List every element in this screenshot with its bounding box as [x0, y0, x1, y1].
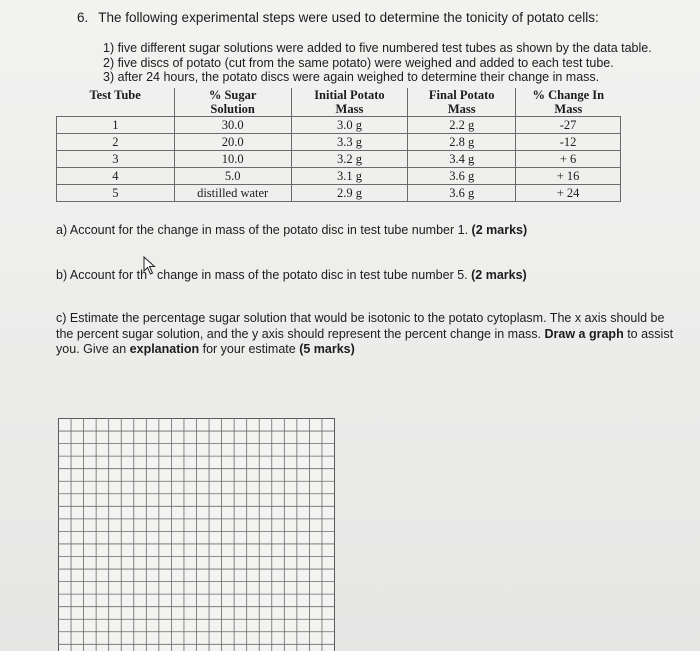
cell-test-tube: 4: [57, 168, 175, 185]
table-row: [57, 151, 621, 168]
part-c-text: c) Estimate the percentage sugar solution that would be isotonic to the potato cytoplasm. The x axis should be the percent sugar solution, and the y axis should represent the percent change in mass.: [56, 311, 665, 341]
cell-final-mass: 3.4 g: [408, 151, 516, 168]
part-b-marks: (2 marks): [471, 268, 527, 282]
cell-sugar: distilled water: [174, 185, 291, 202]
part-a-text: a) Account for the change in mass of the potato disc in test tube number 1.: [56, 223, 469, 237]
table-header-row: [57, 88, 621, 117]
part-c-explanation: explanation: [129, 342, 200, 356]
question-intro: The following experimental steps were used to determine the tonicity of potato cells:: [98, 10, 599, 25]
cell-change: -27: [516, 117, 621, 134]
question-heading: [77, 10, 599, 25]
part-b-text-end: change in mass of the potato disc in test tube number 5.: [157, 268, 468, 282]
question-number: 6.: [77, 10, 89, 25]
header-final-mass: Final Potato Mass: [408, 88, 516, 117]
cell-sugar: 5.0: [174, 168, 291, 185]
experimental-steps: [103, 41, 652, 85]
step-3: 3) after 24 hours, the potato discs were again weighed to determine their change in mass.: [103, 70, 600, 84]
cell-test-tube: 3: [57, 151, 175, 168]
step-2: 2) five discs of potato (cut from the same potato) were weighed and added to each test tube.: [103, 55, 614, 70]
mouse-pointer-icon: [143, 256, 157, 276]
data-table: [56, 88, 621, 202]
graph-grid[interactable]: [58, 418, 336, 651]
table-row: [57, 134, 621, 151]
cell-change: + 24: [516, 185, 621, 202]
table-row: [57, 185, 621, 202]
cell-initial-mass: 3.0 g: [291, 117, 408, 134]
part-c-text-end: for your estimate: [202, 342, 296, 356]
cell-final-mass: 3.6 g: [408, 185, 516, 202]
cell-initial-mass: 3.1 g: [291, 168, 408, 185]
cell-test-tube: 1: [57, 117, 175, 134]
part-b-text-start: b) Account for th: [56, 268, 148, 282]
step-1: 1) five different sugar solutions were added to five numbered test tubes as shown by the data table.: [103, 41, 652, 55]
cell-change: + 6: [516, 151, 621, 168]
cell-test-tube: 2: [57, 134, 175, 151]
cell-initial-mass: 2.9 g: [291, 185, 408, 202]
table-row: [57, 168, 621, 185]
cell-change: -12: [516, 134, 621, 151]
header-test-tube: Test Tube: [89, 88, 141, 102]
question-part-a: [56, 223, 527, 237]
cell-initial-mass: 3.2 g: [291, 151, 408, 168]
part-c-draw-graph: Draw a graph: [544, 326, 624, 341]
cell-change: + 16: [516, 168, 621, 185]
cell-final-mass: 3.6 g: [408, 168, 516, 185]
header-change-in-mass: % Change In Mass: [516, 88, 621, 117]
header-sugar-solution: % Sugar Solution: [174, 88, 291, 117]
cell-final-mass: 2.2 g: [408, 117, 516, 134]
cell-sugar: 10.0: [174, 151, 291, 168]
part-a-marks: (2 marks): [471, 223, 528, 237]
cell-initial-mass: 3.3 g: [291, 134, 408, 151]
question-part-c: [56, 311, 681, 358]
cell-sugar: 30.0: [174, 117, 291, 134]
cell-test-tube: 5: [57, 185, 175, 202]
graph-paper[interactable]: [58, 418, 336, 651]
part-c-text-mid: to assist you. Give an: [56, 326, 674, 356]
question-part-b: [56, 268, 527, 282]
part-c-marks: (5 marks): [299, 342, 355, 356]
header-initial-mass: Initial Potato Mass: [291, 88, 408, 117]
table-row: [57, 117, 621, 134]
cell-final-mass: 2.8 g: [408, 134, 516, 151]
cell-sugar: 20.0: [174, 134, 291, 151]
